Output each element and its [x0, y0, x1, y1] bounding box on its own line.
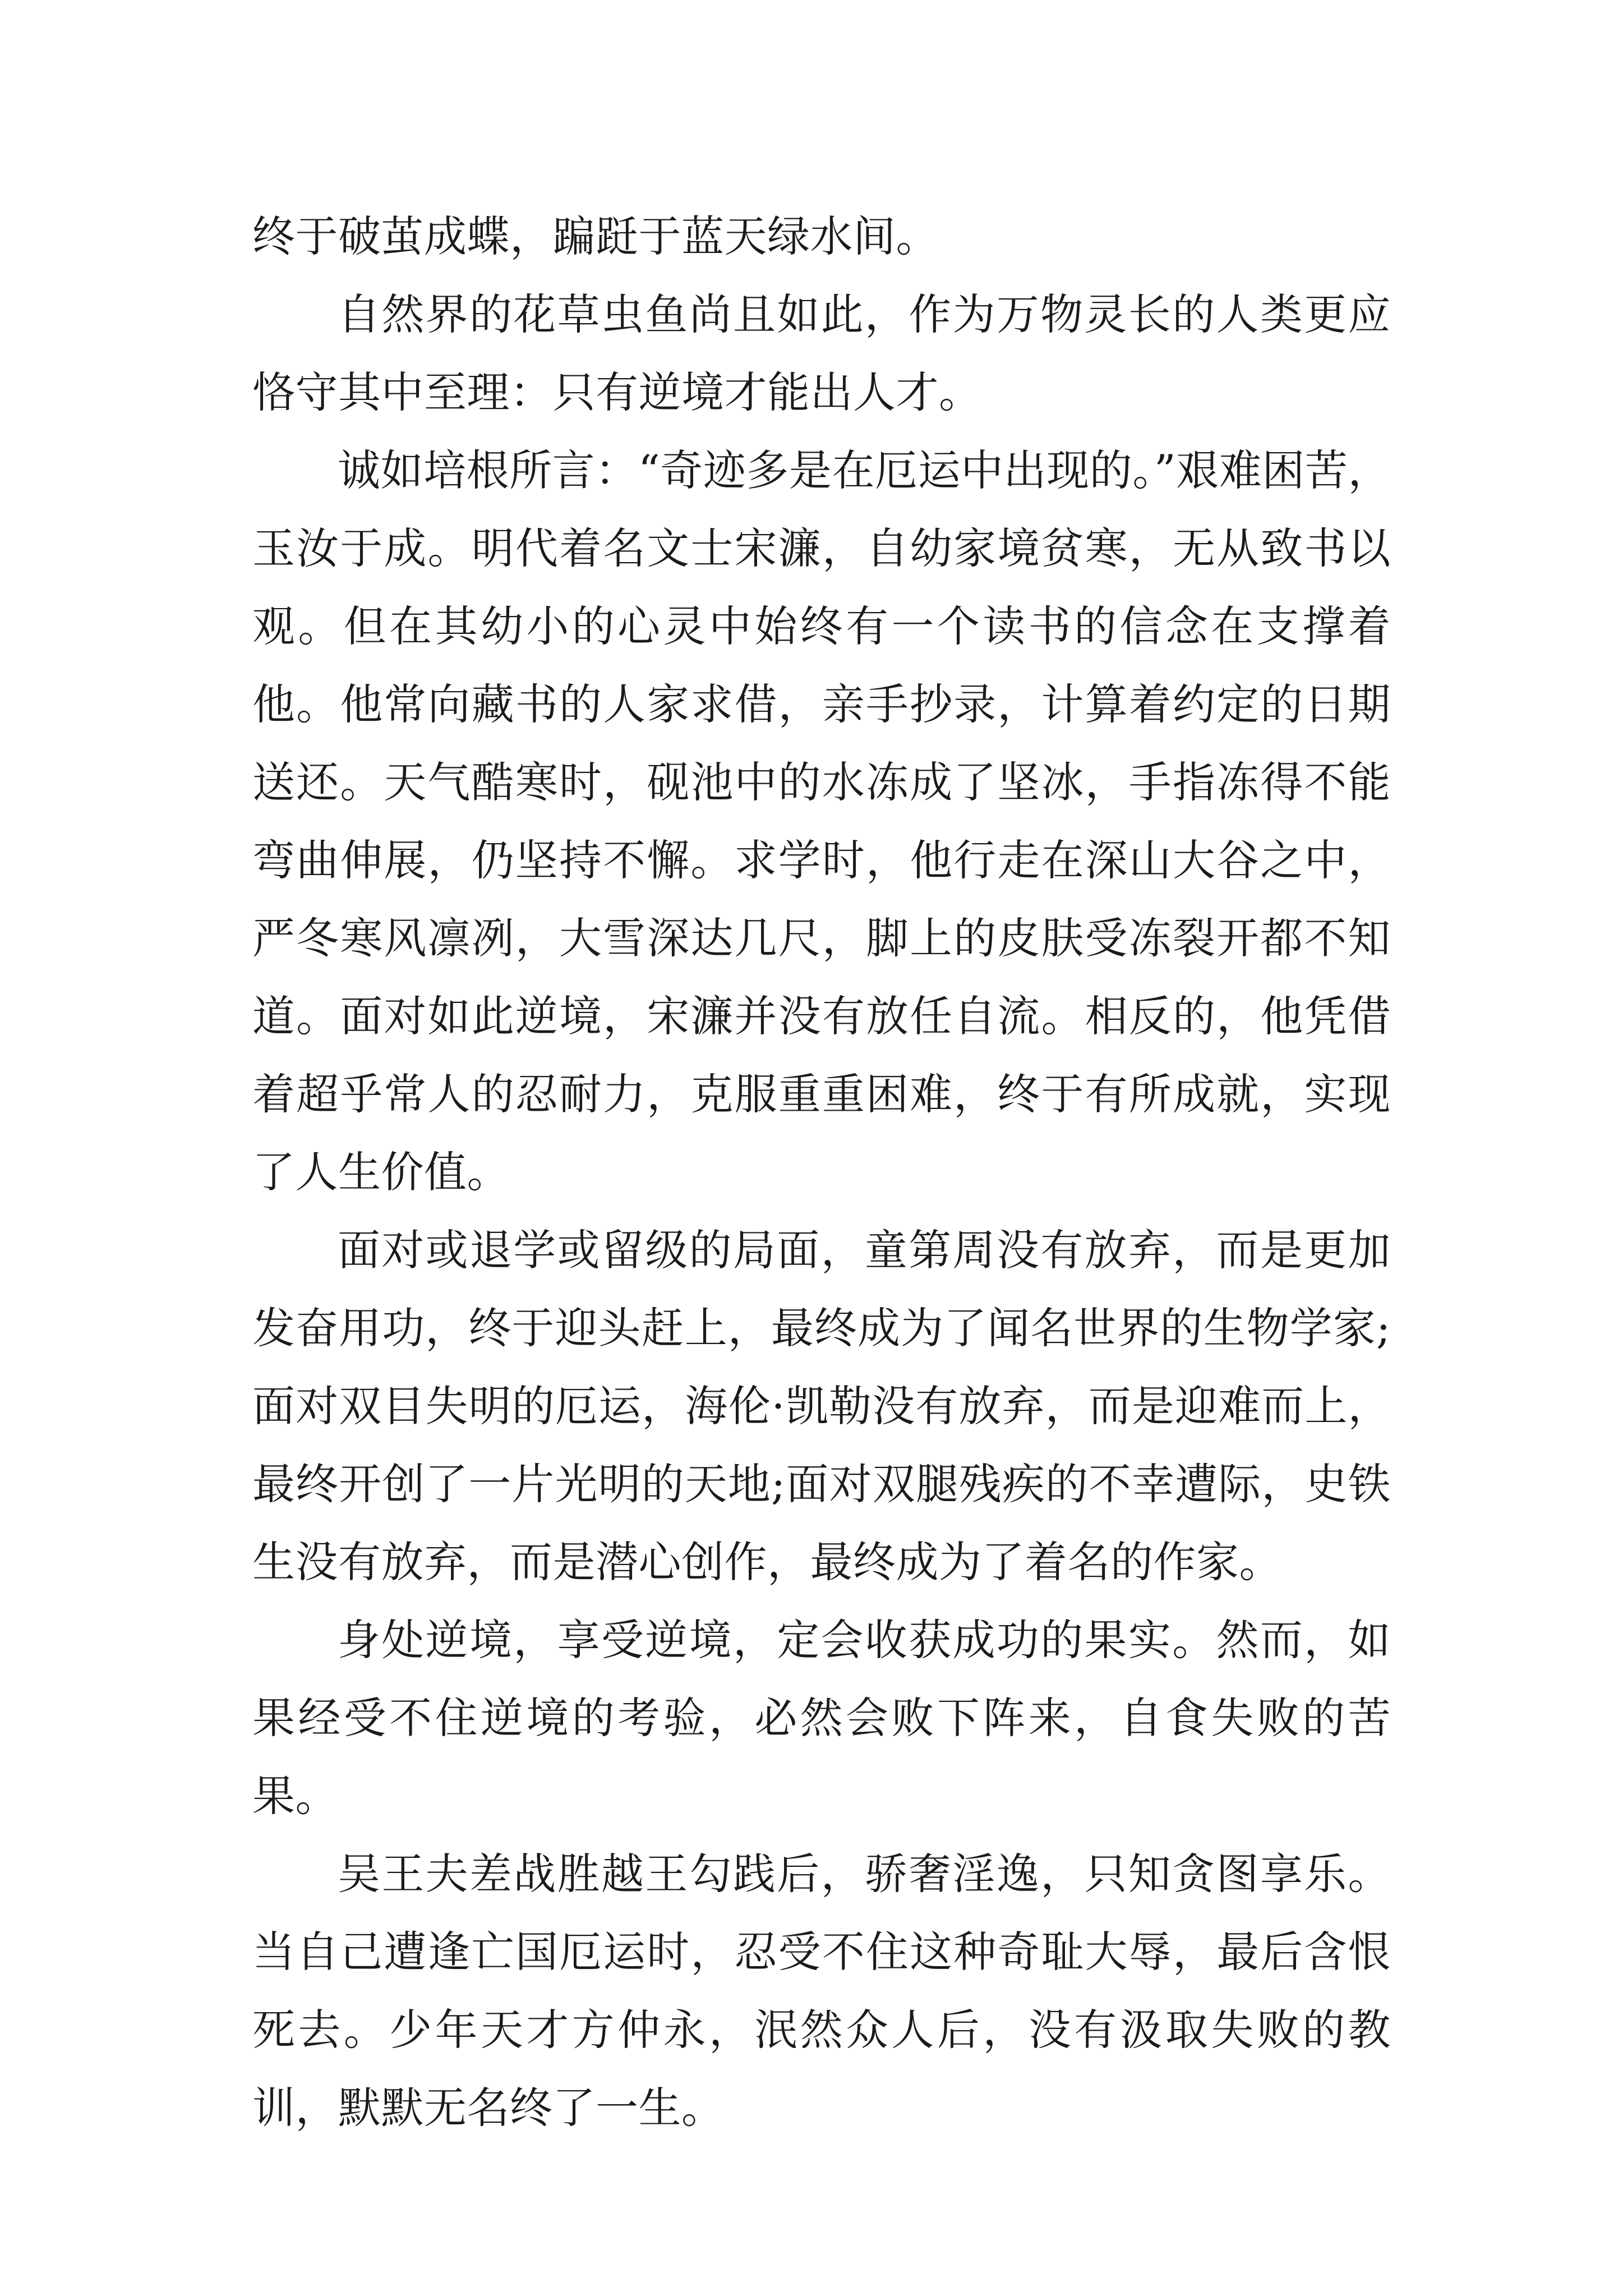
paragraph-adversity: 身处逆境，享受逆境，定会收获成功的果实。然而，如果经受不住逆境的考验，必然会败下阵来，自食失败的苦果。 — [252, 1615, 1391, 1821]
essay-body — [252, 197, 1391, 2147]
paragraph-nature: 自然界的花草虫鱼尚且如此，作为万物灵长的人类更应恪守其中至理：只有逆境才能出人才。 — [252, 289, 1391, 417]
paragraph-fuchai: 吴王夫差战胜越王勾践后，骄奢淫逸，只知贪图享乐。当自己遭逢亡国厄运时，忍受不住这种奇耻大辱，最后含恨死去。少年天才方仲永，泯然众人后，没有汲取失败的教训，默默无名终了一生。 — [252, 1849, 1391, 2133]
paragraph-song-lian: 诚如培根所言：“奇迹多是在厄运中出现的。”艰难困苦，玉汝于成。明代着名文士宋濂，自幼家境贫寒，无从致书以观。但在其幼小的心灵中始终有一个读书的信念在支撑着他。他常向藏书的人家求借，亲手抄录，计算着约定的日期送还。天气酷寒时，砚池中的水冻成了坚冰，手指冻得不能弯曲伸展，仍坚持不懈。求学时，他行走在深山大谷之中，严冬寒风凛冽，大雪深达几尺，脚上的皮肤受冻裂开都不知道。面对如此逆境，宋濂并没有放任自流。相反的，他凭借着超乎常人的忍耐力，克服重重困难，终于有所成就，实现了人生价值。 — [252, 445, 1391, 1197]
paragraph-continuation: 终于破茧成蝶，蹁跹于蓝天绿水间。 — [252, 211, 939, 261]
paragraph-examples: 面对或退学或留级的局面，童第周没有放弃，而是更加发奋用功，终于迎头赶上，最终成为了闻名世界的生物学家;面对双目失明的厄运，海伦·凯勒没有放弃，而是迎难而上，最终开创了一片光明的天地;面对双腿残疾的不幸遭际，史铁生没有放弃，而是潜心创作，最终成为了着名的作家。 — [252, 1225, 1391, 1587]
